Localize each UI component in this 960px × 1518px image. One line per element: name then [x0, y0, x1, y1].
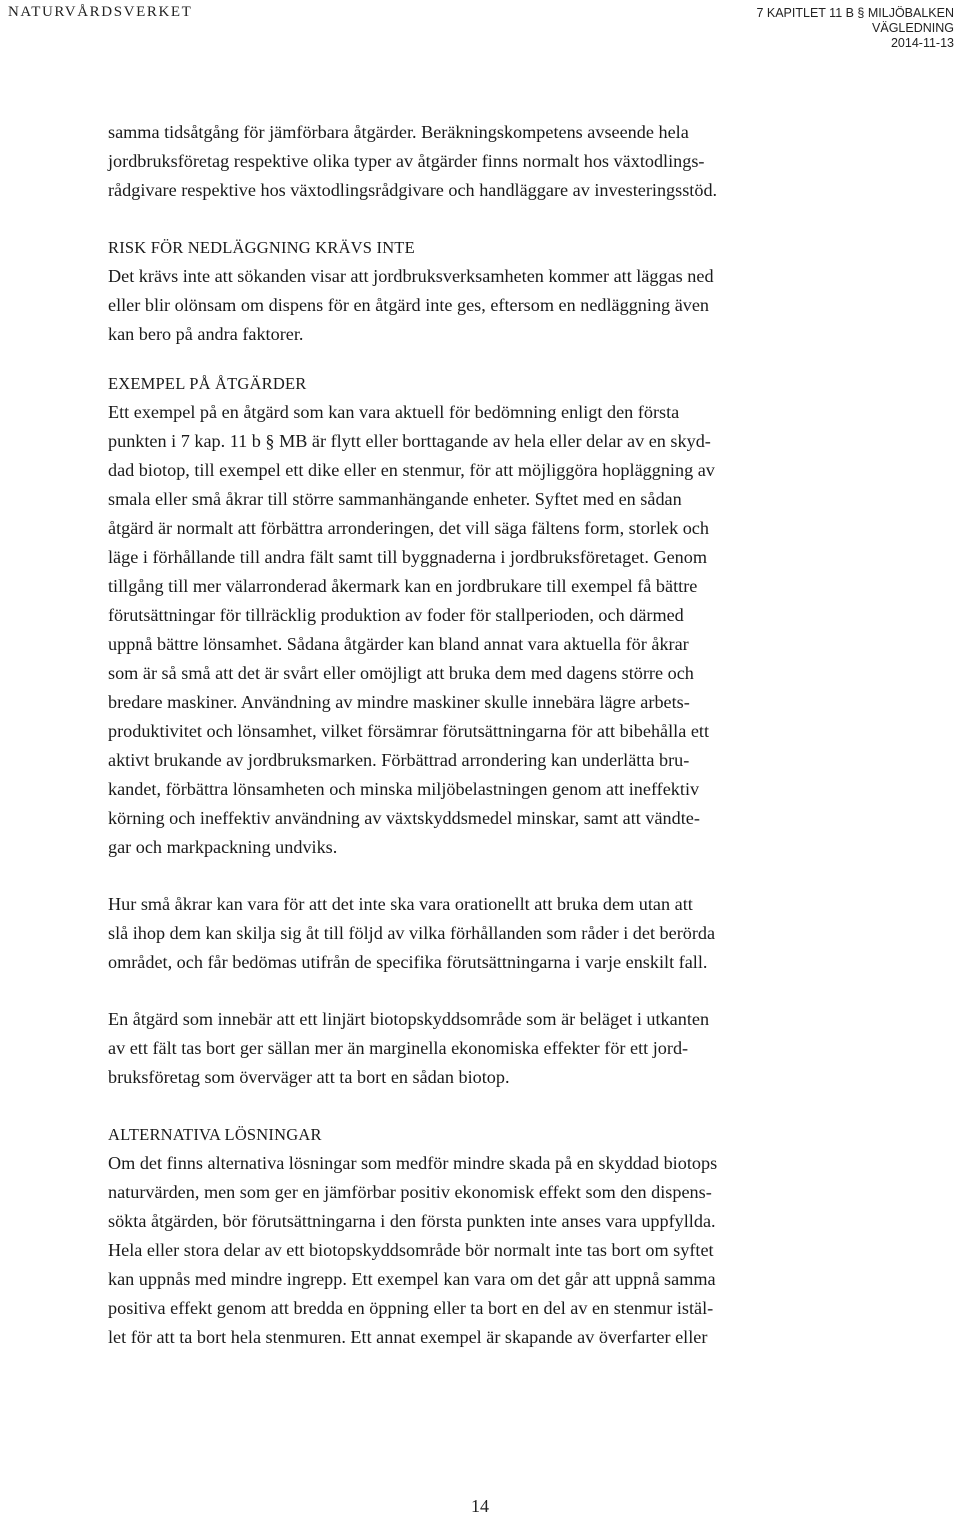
text-line: Om det finns alternativa lösningar som medför mindre skada på en skyddad biotops — [108, 1153, 718, 1173]
text-line: läge i förhållande till andra fält samt till byggnaderna i jordbruksföretaget. Genom — [108, 547, 707, 567]
text-line: gar och markpackning undviks. — [108, 837, 338, 857]
agency-name: NATURVÅRDSVERKET — [8, 4, 193, 20]
document-date: 2014-11-13 — [890, 36, 954, 50]
text-line: produktivitet och lönsamhet, vilket försämrar förutsättningarna för att bibehålla ett — [108, 721, 710, 741]
text-line: aktivt brukande av jordbruksmarken. Förbättrad arrondering kan underlätta bru- — [108, 750, 690, 770]
section-heading-risk: RISK FÖR NEDLÄGGNING KRÄVS INTE — [108, 238, 415, 257]
text-line: dad biotop, till exempel ett dike eller en stenmur, för att möjliggöra hopläggning av — [108, 460, 715, 480]
text-line: tillgång till mer välarronderad åkermark kan en jordbrukare till exempel få bättre — [108, 576, 698, 596]
document-type: VÄGLEDNING — [872, 21, 954, 35]
text-line: körning och ineffektiv användning av växtskyddsmedel minskar, samt att vändte- — [108, 808, 700, 828]
text-line: av ett fält tas bort ger sällan mer än marginella ekonomiska effekter för ett jord- — [108, 1038, 689, 1058]
text-line: En åtgärd som innebär att ett linjärt biotopskyddsområde som är beläget i utkanten — [108, 1009, 710, 1029]
text-line: slå ihop dem kan skilja sig åt till följd av vilka förhållanden som råder i det berörda — [108, 923, 716, 943]
alternatives-paragraph — [108, 1149, 848, 1352]
text-line: bruksföretag som överväger att ta bort en sådan biotop. — [108, 1067, 510, 1087]
text-line: punkten i 7 kap. 11 b § MB är flytt eller borttagande av hela eller delar av en skyd- — [108, 431, 711, 451]
text-line: jordbruksföretag respektive olika typer av åtgärder finns normalt hos växtodlings- — [108, 151, 705, 171]
page-number: 14 — [471, 1496, 489, 1516]
text-line: som är så små att det är svårt eller omöjligt att bruka dem med dagens större och — [108, 663, 694, 683]
text-line: åtgärd är normalt att förbättra arronderingen, det vill säga fältens form, storlek och — [108, 518, 709, 538]
text-line: smala eller små åkrar till större sammanhängande enheter. Syftet med en sådan — [108, 489, 682, 509]
text-line: kandet, förbättra lönsamheten och minska miljöbelastningen genom att ineffektiv — [108, 779, 700, 799]
chapter-reference: 7 KAPITLET 11 B § MILJÖBALKEN — [756, 6, 954, 20]
text-line: Ett exempel på en åtgärd som kan vara aktuell för bedömning enligt den första — [108, 402, 680, 422]
text-line: positiva effekt genom att bredda en öppning eller ta bort en del av en stenmur istäl- — [108, 1298, 714, 1318]
document-meta — [756, 6, 954, 51]
intro-paragraph — [108, 118, 848, 205]
text-line: let för att ta bort hela stenmuren. Ett annat exempel är skapande av överfarter eller — [108, 1327, 708, 1347]
text-line: uppnå bättre lönsamhet. Sådana åtgärder kan bland annat vara aktuella för åkrar — [108, 634, 689, 654]
section-heading-alternatives: ALTERNATIVA LÖSNINGAR — [108, 1125, 322, 1144]
text-line: samma tidsåtgång för jämförbara åtgärder. Beräkningskompetens avseende hela — [108, 122, 689, 142]
field-size-paragraph — [108, 890, 848, 977]
text-line: naturvärden, men som ger en jämförbar positiv ekonomisk effekt som den dispens- — [108, 1182, 712, 1202]
examples-paragraph — [108, 398, 848, 862]
text-line: sökta åtgärden, bör förutsättningarna i den första punkten inte anses vara uppfyllda. — [108, 1211, 716, 1231]
text-line: Det krävs inte att sökanden visar att jordbruksverksamheten kommer att läggas ned — [108, 266, 714, 286]
linear-biotope-paragraph — [108, 1005, 848, 1092]
text-line: kan uppnås med mindre ingrepp. Ett exempel kan vara om det går att uppnå samma — [108, 1269, 716, 1289]
text-line: bredare maskiner. Användning av mindre maskiner skulle innebära lägre arbets- — [108, 692, 690, 712]
text-line: förutsättningar för tillräcklig produktion av foder för stallperioden, och därmed — [108, 605, 684, 625]
risk-paragraph — [108, 262, 848, 349]
text-line: eller blir olönsam om dispens för en åtgärd inte ges, eftersom en nedläggning även — [108, 295, 710, 315]
section-heading-examples: EXEMPEL PÅ ÅTGÄRDER — [108, 374, 307, 393]
text-line: Hur små åkrar kan vara för att det inte ska vara orationellt att bruka dem utan att — [108, 894, 693, 914]
document-body — [108, 118, 848, 1352]
text-line: området, och får bedömas utifrån de specifika förutsättningarna i varje enskilt fall. — [108, 952, 708, 972]
text-line: rådgivare respektive hos växtodlingsrådgivare och handläggare av investeringsstöd. — [108, 180, 718, 200]
text-line: kan bero på andra faktorer. — [108, 324, 304, 344]
text-line: Hela eller stora delar av ett biotopskyddsområde bör normalt inte tas bort om syftet — [108, 1240, 714, 1260]
